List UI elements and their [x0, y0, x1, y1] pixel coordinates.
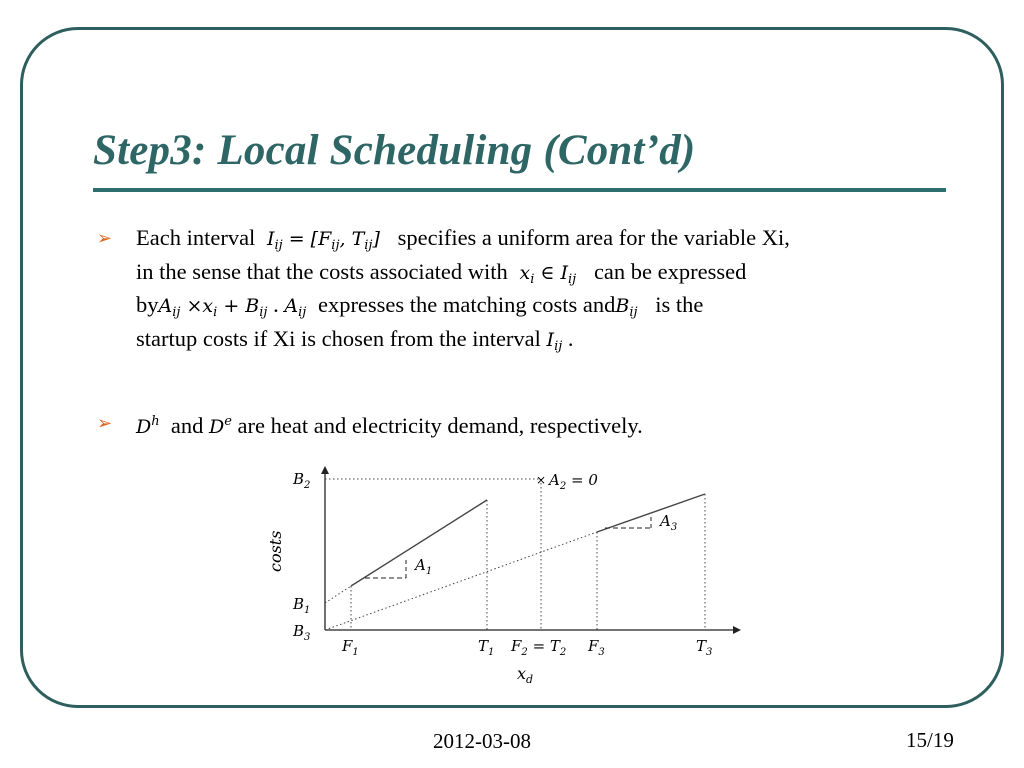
- bullet1-text: is the: [655, 292, 704, 317]
- b1-extension-line: [325, 586, 351, 603]
- bullet1-line1: [136, 225, 790, 259]
- math-cost-formula: $A_{ij} \times x_i + B_{ij}$: [158, 295, 268, 320]
- math-bij: $B_{ij}$: [615, 295, 638, 320]
- bullet1-text: by: [136, 292, 159, 317]
- bullet-arrow-icon: ➢: [97, 413, 113, 433]
- bullet1-line2: [136, 259, 746, 293]
- bullet-arrow-icon: ➢: [97, 228, 113, 248]
- y-tick-b2: $B_2$: [293, 470, 311, 491]
- bullet1-line3: $byA_{ij} \times x_i + B_{ij}$ . $A_{ij}$ expresses the matching costs andB$_{ij}$ is the: [136, 292, 704, 320]
- y-tick-b1: $B_1$: [293, 595, 311, 616]
- bullet2-line1: [136, 409, 643, 440]
- footer-date: 2012-03-08: [433, 729, 531, 753]
- bullet1-text: can be expressed: [593, 259, 747, 284]
- page-number: 15/19: [906, 728, 954, 752]
- b3-extension-line: [325, 532, 597, 630]
- x-tick-t1: $T_1$: [478, 637, 495, 658]
- x-tick-t3: $T_3$: [696, 637, 713, 658]
- y-tick-b3: $B_3$: [293, 622, 311, 643]
- math-iij: $I_{ij}$: [546, 329, 563, 354]
- math-heat-demand: $D^h$: [136, 414, 160, 438]
- math-elec-demand: De: [208, 414, 232, 438]
- y-axis-label: costs: [266, 530, 285, 572]
- bullet1-line4: startup costs if Xi is chosen from the interval $I_{ij}$ .: [136, 326, 574, 354]
- bullet1-text: in the sense that the costs associated with: [136, 259, 508, 284]
- math-aij: $A_{ij}$: [284, 295, 307, 320]
- bullet1-text: startup costs if Xi is chosen from the interval: [136, 326, 541, 351]
- a2-marker-icon: ×: [536, 473, 547, 487]
- x-axis-label: $x_d$: [517, 664, 534, 686]
- cost-function-chart: [255, 460, 755, 690]
- x-tick-f2-t2: $F_2 = T_2$: [511, 637, 567, 658]
- x-axis-arrow-icon: [733, 626, 741, 634]
- y-axis-arrow-icon: [321, 466, 329, 474]
- bullet2-text: and: [170, 413, 204, 438]
- math-interval-def: $I_{ij} = [F_{ij}$, $T_{ij}$]: [260, 228, 392, 253]
- slide-title: Step3: Local Scheduling (Cont’d): [93, 127, 696, 174]
- bullet1-text: expresses the matching costs and: [317, 292, 616, 317]
- annotation-a3: $A_3$: [660, 512, 678, 533]
- annotation-a1: $A_1$: [415, 556, 433, 577]
- x-tick-f1: $F_1$: [342, 637, 359, 658]
- title-underline: [93, 188, 946, 192]
- math-xi-in-interval: $x_i$ ∈ $I_{ij}$: [513, 262, 577, 287]
- bullet2-text: are heat and electricity demand, respectively.: [237, 413, 643, 438]
- bullet1-text: Each interval: [136, 225, 256, 250]
- x-tick-f3: $F_3$: [588, 637, 605, 658]
- annotation-a2: $A_2 = 0$: [549, 471, 598, 492]
- bullet1-text: specifies a uniform area for the variable Xi,: [397, 225, 790, 250]
